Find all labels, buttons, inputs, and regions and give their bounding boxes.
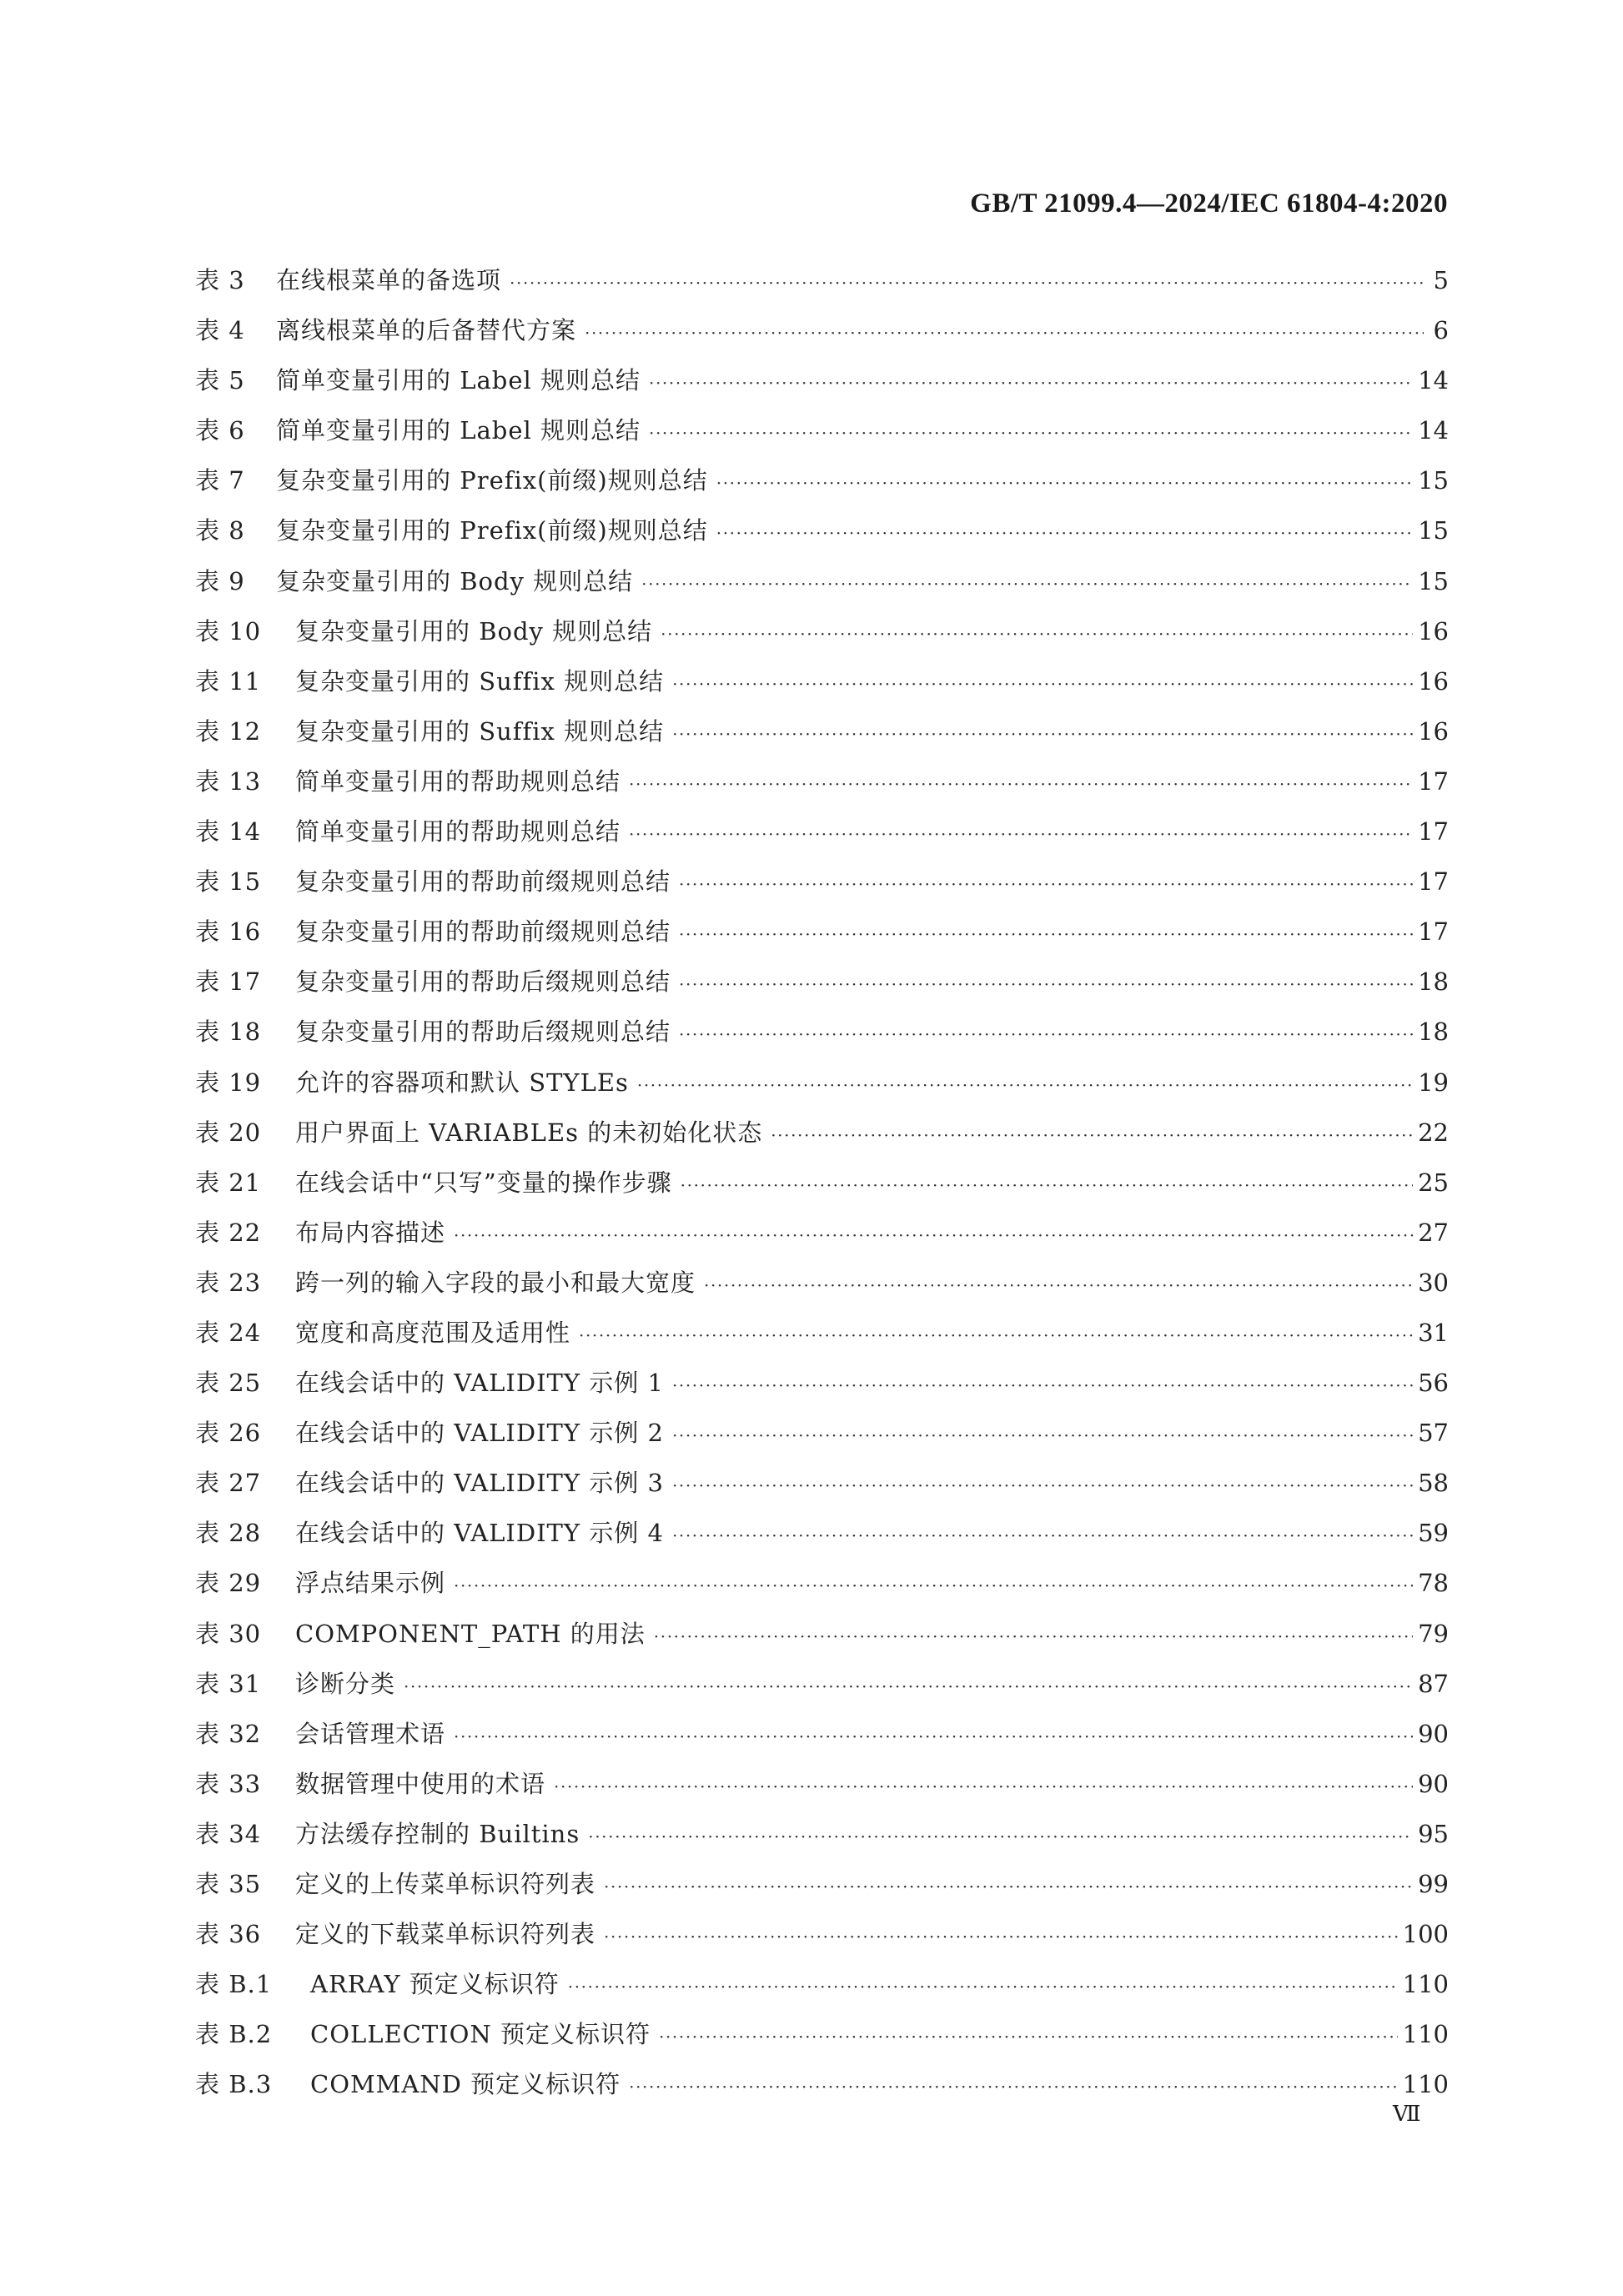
toc-entry[interactable]: [195, 1558, 1449, 1608]
toc-leader-dots: [659, 2012, 1398, 2062]
toc-entry-number: 表 13: [195, 766, 262, 796]
toc-entry-page: 79: [1418, 1619, 1449, 1648]
toc-leader-dots: [649, 358, 1413, 408]
toc-entry[interactable]: [195, 2009, 1449, 2059]
toc-entry-page: 95: [1418, 1819, 1449, 1848]
toc-entry-number: 表 6: [195, 416, 245, 445]
toc-leader-dots: [672, 1360, 1413, 1410]
toc-entry-number: 表 19: [195, 1068, 262, 1097]
toc-entry-number: 表 4: [195, 316, 245, 345]
toc-entry-page: 110: [1402, 2070, 1449, 2099]
toc-entry-title: 定义的上传菜单标识符列表: [295, 1870, 596, 1898]
toc-leader-dots: [585, 308, 1424, 358]
toc-entry[interactable]: [195, 806, 1449, 857]
toc-entry-page: 27: [1418, 1218, 1449, 1247]
toc-entry-title: 复杂变量引用的 Prefix(前缀)规则总结: [276, 516, 708, 545]
toc-entry-number: 表 10: [195, 616, 262, 646]
toc-entry[interactable]: [195, 857, 1449, 907]
toc-leader-dots: [649, 408, 1413, 458]
toc-entry-title: 简单变量引用的帮助规则总结: [295, 817, 621, 847]
toc-entry-title: 在线会话中的 VALIDITY 示例 2: [295, 1419, 664, 1448]
toc-leader-dots: [629, 759, 1413, 809]
toc-entry[interactable]: [195, 1058, 1449, 1108]
toc-entry-number: 表 34: [195, 1819, 262, 1848]
toc-entry-title: 诊断分类: [295, 1669, 396, 1698]
toc-entry-page: 56: [1418, 1369, 1449, 1398]
toc-entry-page: 17: [1418, 766, 1449, 796]
toc-leader-dots: [568, 1962, 1398, 2012]
toc-entry-title: 复杂变量引用的帮助前缀规则总结: [295, 917, 671, 947]
toc-leader-dots: [629, 2062, 1398, 2112]
toc-leader-dots: [554, 1761, 1413, 1811]
toc-entry-page: 15: [1418, 466, 1449, 495]
toc-entry-title: 用户界面上 VARIABLEs 的未初始化状态: [295, 1118, 763, 1147]
toc-leader-dots: [629, 809, 1413, 859]
toc-leader-dots: [661, 609, 1413, 659]
toc-leader-dots: [641, 559, 1413, 609]
toc-entry-page: 16: [1418, 616, 1449, 646]
toc-entry-page: 17: [1418, 917, 1449, 947]
toc-entry-page: 87: [1418, 1669, 1449, 1698]
toc-entry-page: 31: [1418, 1318, 1449, 1347]
toc-entry[interactable]: [195, 305, 1449, 355]
toc-leader-dots: [672, 1510, 1413, 1560]
toc-entry-page: 25: [1418, 1168, 1449, 1197]
toc-entry-page: 30: [1418, 1268, 1449, 1297]
toc-entry[interactable]: [195, 455, 1449, 505]
toc-entry-number: 表 30: [195, 1619, 262, 1648]
toc-entry-title: 浮点结果示例: [295, 1569, 446, 1598]
toc-entry-title: 简单变量引用的 Label 规则总结: [276, 366, 641, 395]
toc-entry-page: 16: [1418, 666, 1449, 696]
toc-entry[interactable]: [195, 556, 1449, 606]
toc-entry-number: 表 25: [195, 1369, 262, 1398]
toc-entry[interactable]: [195, 405, 1449, 455]
toc-leader-dots: [604, 1861, 1413, 1912]
standard-code-header: GB/T 21099.4—2024/IEC 61804-4:2020: [970, 188, 1448, 219]
toc-entry-title: COLLECTION 预定义标识符: [310, 2020, 651, 2049]
toc-entry[interactable]: [195, 907, 1449, 957]
toc-leader-dots: [704, 1260, 1413, 1310]
toc-entry-title: 简单变量引用的 Label 规则总结: [276, 416, 641, 445]
toc-entry[interactable]: [195, 1208, 1449, 1258]
toc-entry-number: 表 9: [195, 566, 245, 595]
toc-entry-number: 表 5: [195, 366, 245, 395]
toc-entry-title: 复杂变量引用的帮助后缀规则总结: [295, 967, 671, 997]
toc-entry-title: 离线根菜单的后备替代方案: [276, 316, 577, 345]
toc-entry[interactable]: [195, 606, 1449, 656]
toc-leader-dots: [454, 1711, 1413, 1761]
toc-entry[interactable]: [195, 1358, 1449, 1408]
toc-entry-number: 表 31: [195, 1669, 262, 1698]
toc-entry-page: 15: [1418, 566, 1449, 595]
toc-entry[interactable]: [195, 1709, 1449, 1759]
toc-entry-title: 复杂变量引用的 Prefix(前缀)规则总结: [276, 466, 708, 495]
toc-leader-dots: [588, 1811, 1413, 1861]
toc-entry-title: 会话管理术语: [295, 1719, 446, 1748]
toc-entry[interactable]: [195, 1258, 1449, 1308]
toc-entry-number: 表 16: [195, 917, 262, 947]
toc-entry-page: 17: [1418, 867, 1449, 897]
toc-entry[interactable]: [195, 1659, 1449, 1709]
toc-entry-number: 表 27: [195, 1469, 262, 1498]
toc-entry-page: 14: [1418, 366, 1449, 395]
toc-entry-number: 表 21: [195, 1168, 262, 1197]
toc-leader-dots: [579, 1310, 1413, 1360]
toc-entry[interactable]: [195, 656, 1449, 706]
toc-leader-dots: [510, 258, 1424, 308]
toc-leader-dots: [672, 659, 1413, 709]
toc-leader-dots: [454, 1210, 1413, 1260]
toc-entry-number: 表 B.3: [195, 2070, 273, 2099]
toc-entry[interactable]: [195, 1308, 1449, 1358]
toc-leader-dots: [672, 709, 1413, 759]
toc-entry-title: 简单变量引用的帮助规则总结: [295, 766, 621, 796]
toc-entry-page: 6: [1433, 316, 1449, 345]
toc-entry-page: 15: [1418, 516, 1449, 545]
toc-entry-number: 表 23: [195, 1268, 262, 1297]
toc-entry-page: 22: [1418, 1118, 1449, 1147]
toc-entry[interactable]: [195, 355, 1449, 405]
toc-leader-dots: [637, 1060, 1413, 1110]
toc-entry-page: 18: [1418, 967, 1449, 997]
toc-entry-page: 90: [1418, 1719, 1449, 1748]
toc-entry[interactable]: [195, 2059, 1449, 2109]
toc-entry-number: 表 7: [195, 466, 245, 495]
toc-leader-dots: [771, 1110, 1413, 1160]
toc-leader-dots: [672, 1460, 1413, 1510]
toc-leader-dots: [679, 909, 1413, 959]
toc-entry[interactable]: [195, 1959, 1449, 2009]
toc-leader-dots: [679, 1009, 1413, 1059]
toc-leader-dots: [654, 1611, 1413, 1661]
toc-entry[interactable]: [195, 756, 1449, 806]
toc-leader-dots: [404, 1661, 1413, 1711]
toc-entry-number: 表 20: [195, 1118, 262, 1147]
toc-entry-number: 表 17: [195, 967, 262, 997]
toc-entry-title: 在线会话中“只写”变量的操作步骤: [295, 1168, 672, 1197]
toc-entry-title: 数据管理中使用的术语: [295, 1769, 546, 1798]
toc-entry[interactable]: [195, 1158, 1449, 1208]
toc-entry-number: 表 12: [195, 716, 262, 746]
page-number: Ⅶ: [1393, 2102, 1421, 2126]
toc-entry-title: 允许的容器项和默认 STYLEs: [295, 1068, 629, 1097]
toc-entry-number: 表 3: [195, 266, 245, 294]
toc-entry-title: 宽度和高度范围及适用性: [295, 1318, 571, 1347]
toc-entry-page: 110: [1402, 2020, 1449, 2049]
toc-entry-title: COMMAND 预定义标识符: [310, 2070, 621, 2099]
toc-entry-page: 17: [1418, 817, 1449, 847]
toc-entry[interactable]: [195, 1458, 1449, 1508]
toc-leader-dots: [679, 959, 1413, 1009]
toc-entry[interactable]: [195, 1108, 1449, 1158]
toc-entry-page: 57: [1418, 1419, 1449, 1448]
toc-leader-dots: [672, 1410, 1413, 1460]
toc-entry-title: COMPONENT_PATH 的用法: [295, 1619, 646, 1648]
toc-entry-number: 表 29: [195, 1569, 262, 1598]
toc-entry-title: 在线会话中的 VALIDITY 示例 3: [295, 1469, 664, 1498]
toc-entry[interactable]: [195, 1508, 1449, 1558]
toc-entry-title: 跨一列的输入字段的最小和最大宽度: [295, 1268, 696, 1297]
toc-entry-page: 59: [1418, 1519, 1449, 1548]
toc-entry-title: 方法缓存控制的 Builtins: [295, 1819, 580, 1848]
toc-entry-page: 19: [1418, 1068, 1449, 1097]
toc-entry-page: 78: [1418, 1569, 1449, 1598]
toc-entry[interactable]: [195, 505, 1449, 555]
toc-entry[interactable]: [195, 1759, 1449, 1809]
toc-leader-dots: [454, 1560, 1413, 1610]
toc-entry-title: 定义的下载菜单标识符列表: [295, 1920, 596, 1949]
toc-entry-number: 表 28: [195, 1519, 262, 1548]
toc-entry[interactable]: [195, 1609, 1449, 1659]
toc-entry-title: ARRAY 预定义标识符: [310, 1970, 560, 1999]
toc-entry[interactable]: [195, 1408, 1449, 1458]
toc-leader-dots: [716, 458, 1413, 508]
toc-entry-title: 在线会话中的 VALIDITY 示例 4: [295, 1519, 664, 1548]
toc-entry-number: 表 24: [195, 1318, 262, 1347]
toc-entry-page: 18: [1418, 1017, 1449, 1047]
toc-leader-dots: [679, 859, 1413, 909]
toc-entry-page: 90: [1418, 1769, 1449, 1798]
toc-entry-number: 表 18: [195, 1017, 262, 1047]
toc-entry[interactable]: [195, 1909, 1449, 1959]
toc-entry-page: 58: [1418, 1469, 1449, 1498]
toc-entry-number: 表 35: [195, 1870, 262, 1898]
toc-entry[interactable]: [195, 957, 1449, 1007]
toc-leader-dots: [681, 1160, 1413, 1210]
toc-entry-number: 表 26: [195, 1419, 262, 1448]
toc-entry-page: 5: [1433, 266, 1449, 294]
toc-entry-title: 复杂变量引用的 Suffix 规则总结: [295, 716, 665, 746]
toc-entry-title: 在线根菜单的备选项: [276, 266, 502, 294]
toc-entry-number: 表 33: [195, 1769, 262, 1798]
toc-entry-number: 表 11: [195, 666, 262, 696]
toc-entry-number: 表 B.1: [195, 1970, 273, 1999]
toc-entry[interactable]: [195, 1007, 1449, 1057]
toc-entry-title: 布局内容描述: [295, 1218, 446, 1247]
toc-entry-page: 99: [1418, 1870, 1449, 1898]
toc-entry-title: 复杂变量引用的 Body 规则总结: [276, 566, 634, 595]
toc-entry[interactable]: [195, 255, 1449, 305]
toc-entry-title: 在线会话中的 VALIDITY 示例 1: [295, 1369, 664, 1398]
toc-entry[interactable]: [195, 1809, 1449, 1859]
toc-entry-title: 复杂变量引用的帮助前缀规则总结: [295, 867, 671, 897]
toc-entry[interactable]: [195, 706, 1449, 756]
toc-entry-page: 110: [1402, 1970, 1449, 1999]
toc-entry-number: 表 B.2: [195, 2020, 273, 2049]
toc-entry-number: 表 15: [195, 867, 262, 897]
toc-entry-number: 表 32: [195, 1719, 262, 1748]
toc-entry-number: 表 8: [195, 516, 245, 545]
toc-entry-number: 表 22: [195, 1218, 262, 1247]
toc-leader-dots: [604, 1912, 1398, 1962]
toc-leader-dots: [716, 508, 1413, 558]
toc-entry[interactable]: [195, 1859, 1449, 1909]
toc-entry-page: 100: [1402, 1920, 1449, 1949]
toc-entry-title: 复杂变量引用的帮助后缀规则总结: [295, 1017, 671, 1047]
toc-entry-number: 表 36: [195, 1920, 262, 1949]
toc-entry-page: 14: [1418, 416, 1449, 445]
toc-entry-title: 复杂变量引用的 Body 规则总结: [295, 616, 653, 646]
table-of-tables: [195, 255, 1449, 2109]
toc-entry-title: 复杂变量引用的 Suffix 规则总结: [295, 666, 665, 696]
toc-entry-number: 表 14: [195, 817, 262, 847]
toc-entry-page: 16: [1418, 716, 1449, 746]
